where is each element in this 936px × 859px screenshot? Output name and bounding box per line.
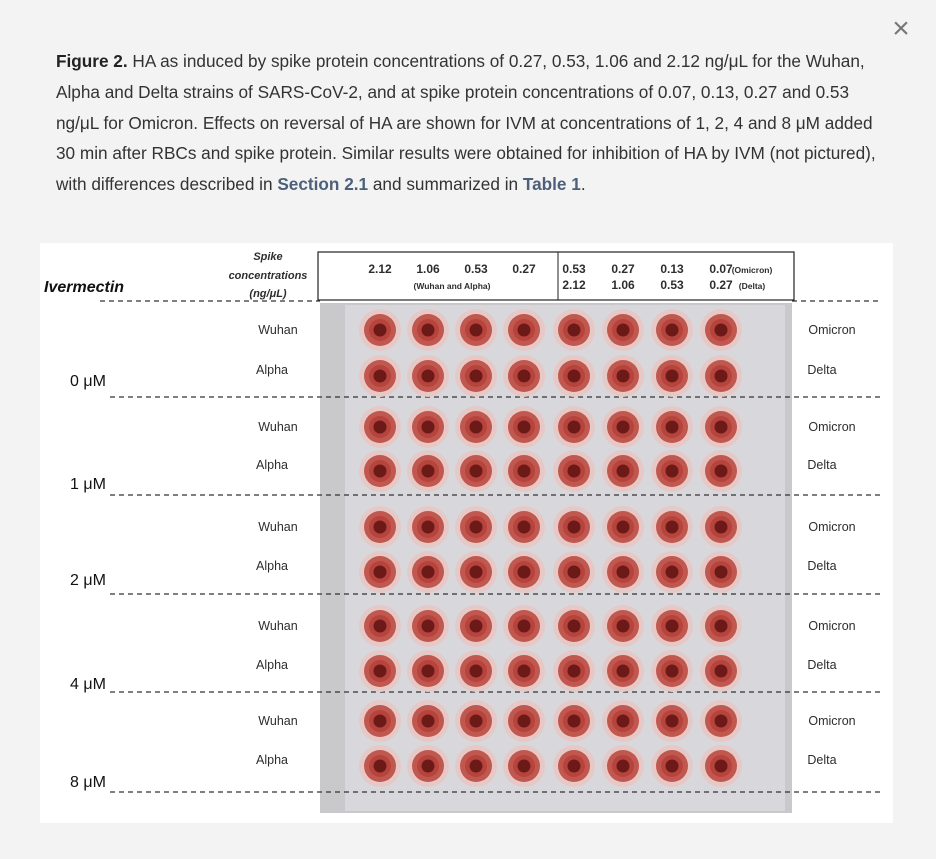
well-center <box>666 715 679 728</box>
well-center <box>715 521 728 534</box>
strain-label-right: Omicron <box>808 323 856 337</box>
spike-header-label: (ng/μL) <box>249 288 287 300</box>
well-center <box>617 566 630 579</box>
well-center <box>617 521 630 534</box>
well-center <box>568 465 581 478</box>
well-center <box>374 421 387 434</box>
well-center <box>518 715 531 728</box>
spike-conc-left: 1.06 <box>416 262 440 276</box>
strain-label-right: Delta <box>807 559 837 573</box>
well-center <box>617 370 630 383</box>
well-center <box>666 465 679 478</box>
well-center <box>470 465 483 478</box>
well-center <box>715 665 728 678</box>
strain-label-left: Wuhan <box>258 323 298 337</box>
well-center <box>518 465 531 478</box>
well-center <box>568 324 581 337</box>
well-center <box>470 566 483 579</box>
strain-label-right: Omicron <box>808 420 856 434</box>
close-icon[interactable]: × <box>892 12 910 45</box>
well-center <box>470 521 483 534</box>
well-center <box>666 566 679 579</box>
strain-label-left: Alpha <box>256 458 288 472</box>
well-center <box>374 566 387 579</box>
well-center <box>617 620 630 633</box>
well-center <box>666 760 679 773</box>
well-center <box>568 566 581 579</box>
well-center <box>518 760 531 773</box>
well-center <box>715 465 728 478</box>
well-center <box>422 665 435 678</box>
well-center <box>568 421 581 434</box>
well-center <box>715 760 728 773</box>
strain-label-left: Wuhan <box>258 714 298 728</box>
well-center <box>374 620 387 633</box>
well-center <box>470 665 483 678</box>
well-center <box>617 665 630 678</box>
well-center <box>715 715 728 728</box>
strain-label-left: Wuhan <box>258 520 298 534</box>
spike-conc-delta: 0.27 <box>709 278 733 292</box>
well-center <box>617 465 630 478</box>
spike-conc-delta: 0.53 <box>660 278 684 292</box>
table-link[interactable]: Table 1 <box>522 174 581 195</box>
spike-conc-left: 0.53 <box>464 262 488 276</box>
well-center <box>470 370 483 383</box>
ivm-dose-label: 8 μM <box>70 774 106 791</box>
ivm-dose-label: 4 μM <box>70 676 106 693</box>
well-center <box>666 370 679 383</box>
strain-label-right: Delta <box>807 363 837 377</box>
well-center <box>422 421 435 434</box>
strain-note-omicron: (Omicron) <box>731 265 773 275</box>
well-center <box>374 370 387 383</box>
section-link[interactable]: Section 2.1 <box>277 174 369 195</box>
ivm-dose-label: 1 μM <box>70 476 106 493</box>
caption-text: HA as induced by spike protein concentrations of 0.27, 0.53, 1.06 and 2.12 ng/μL for the Wuhan, Alpha and Delta strains of SARS-CoV-2, and at spike protein concentrations of 0.07, 0.13, 0.27 and 0.53 ng/μL for Omicron. Effects on reversal of HA are shown for IVM at concentrations of 1, 2, 4 and 8 μM added 30 min after RBCs and spike protein. Similar results were obtained for inhibition of HA by IVM (not pictured), with differences described in <box>56 51 876 195</box>
well-center <box>422 715 435 728</box>
spike-conc-omicron: 0.13 <box>660 262 684 276</box>
caption-text: and summarized in <box>368 174 523 195</box>
header-box <box>318 252 794 300</box>
well-center <box>422 324 435 337</box>
well-center <box>715 566 728 579</box>
strain-label-left: Alpha <box>256 658 288 672</box>
well-center <box>617 421 630 434</box>
strain-label-left: Wuhan <box>258 619 298 633</box>
well-center <box>422 566 435 579</box>
well-center <box>470 421 483 434</box>
ivm-dose-label: 2 μM <box>70 572 106 589</box>
well-center <box>422 620 435 633</box>
well-center <box>374 715 387 728</box>
well-center <box>568 370 581 383</box>
spike-conc-delta: 2.12 <box>562 278 586 292</box>
strain-label-right: Omicron <box>808 619 856 633</box>
strain-label-left: Alpha <box>256 753 288 767</box>
spike-conc-omicron: 0.27 <box>611 262 635 276</box>
ivm-dose-label: 0 μM <box>70 373 106 390</box>
spike-conc-left: 2.12 <box>368 262 392 276</box>
well-center <box>617 715 630 728</box>
figure-image <box>40 243 893 823</box>
well-center <box>374 324 387 337</box>
well-center <box>518 620 531 633</box>
well-center <box>374 465 387 478</box>
well-center <box>422 521 435 534</box>
well-center <box>374 521 387 534</box>
spike-header-label: Spike <box>253 251 283 263</box>
caption-text: . <box>580 174 586 195</box>
well-center <box>666 324 679 337</box>
figure-label: Figure 2. <box>56 51 128 71</box>
well-center <box>518 421 531 434</box>
strain-label-left: Alpha <box>256 363 288 377</box>
well-center <box>568 620 581 633</box>
well-center <box>715 620 728 633</box>
figure-caption <box>56 46 876 200</box>
well-center <box>568 521 581 534</box>
spike-conc-delta: 1.06 <box>611 278 635 292</box>
well-center <box>518 324 531 337</box>
strain-label-left: Wuhan <box>258 420 298 434</box>
strain-label-left: Alpha <box>256 559 288 573</box>
well-center <box>666 620 679 633</box>
well-center <box>715 324 728 337</box>
well-center <box>470 715 483 728</box>
well-center <box>715 421 728 434</box>
ivermectin-title: Ivermectin <box>44 279 125 296</box>
well-center <box>666 421 679 434</box>
well-center <box>470 620 483 633</box>
strain-label-right: Delta <box>807 658 837 672</box>
well-center <box>568 665 581 678</box>
well-center <box>422 370 435 383</box>
ha-plate-figure <box>40 243 893 823</box>
well-center <box>518 566 531 579</box>
well-center <box>470 760 483 773</box>
well-center <box>422 465 435 478</box>
spike-conc-omicron: 0.53 <box>562 262 586 276</box>
well-center <box>617 324 630 337</box>
well-center <box>568 715 581 728</box>
strain-label-right: Delta <box>807 753 837 767</box>
strain-label-right: Omicron <box>808 714 856 728</box>
well-center <box>617 760 630 773</box>
strain-note-wuhan-alpha: (Wuhan and Alpha) <box>413 281 491 291</box>
well-center <box>568 760 581 773</box>
well-center <box>518 665 531 678</box>
well-center <box>374 665 387 678</box>
well-center <box>374 760 387 773</box>
spike-header-label: concentrations <box>228 270 308 282</box>
well-center <box>666 521 679 534</box>
strain-note-delta: (Delta) <box>738 281 766 291</box>
strain-label-right: Omicron <box>808 520 856 534</box>
well-center <box>422 760 435 773</box>
spike-conc-left: 0.27 <box>512 262 536 276</box>
well-center <box>470 324 483 337</box>
well-center <box>666 665 679 678</box>
well-center <box>518 521 531 534</box>
strain-label-right: Delta <box>807 458 837 472</box>
spike-conc-omicron: 0.07 <box>709 262 733 276</box>
well-center <box>518 370 531 383</box>
well-center <box>715 370 728 383</box>
